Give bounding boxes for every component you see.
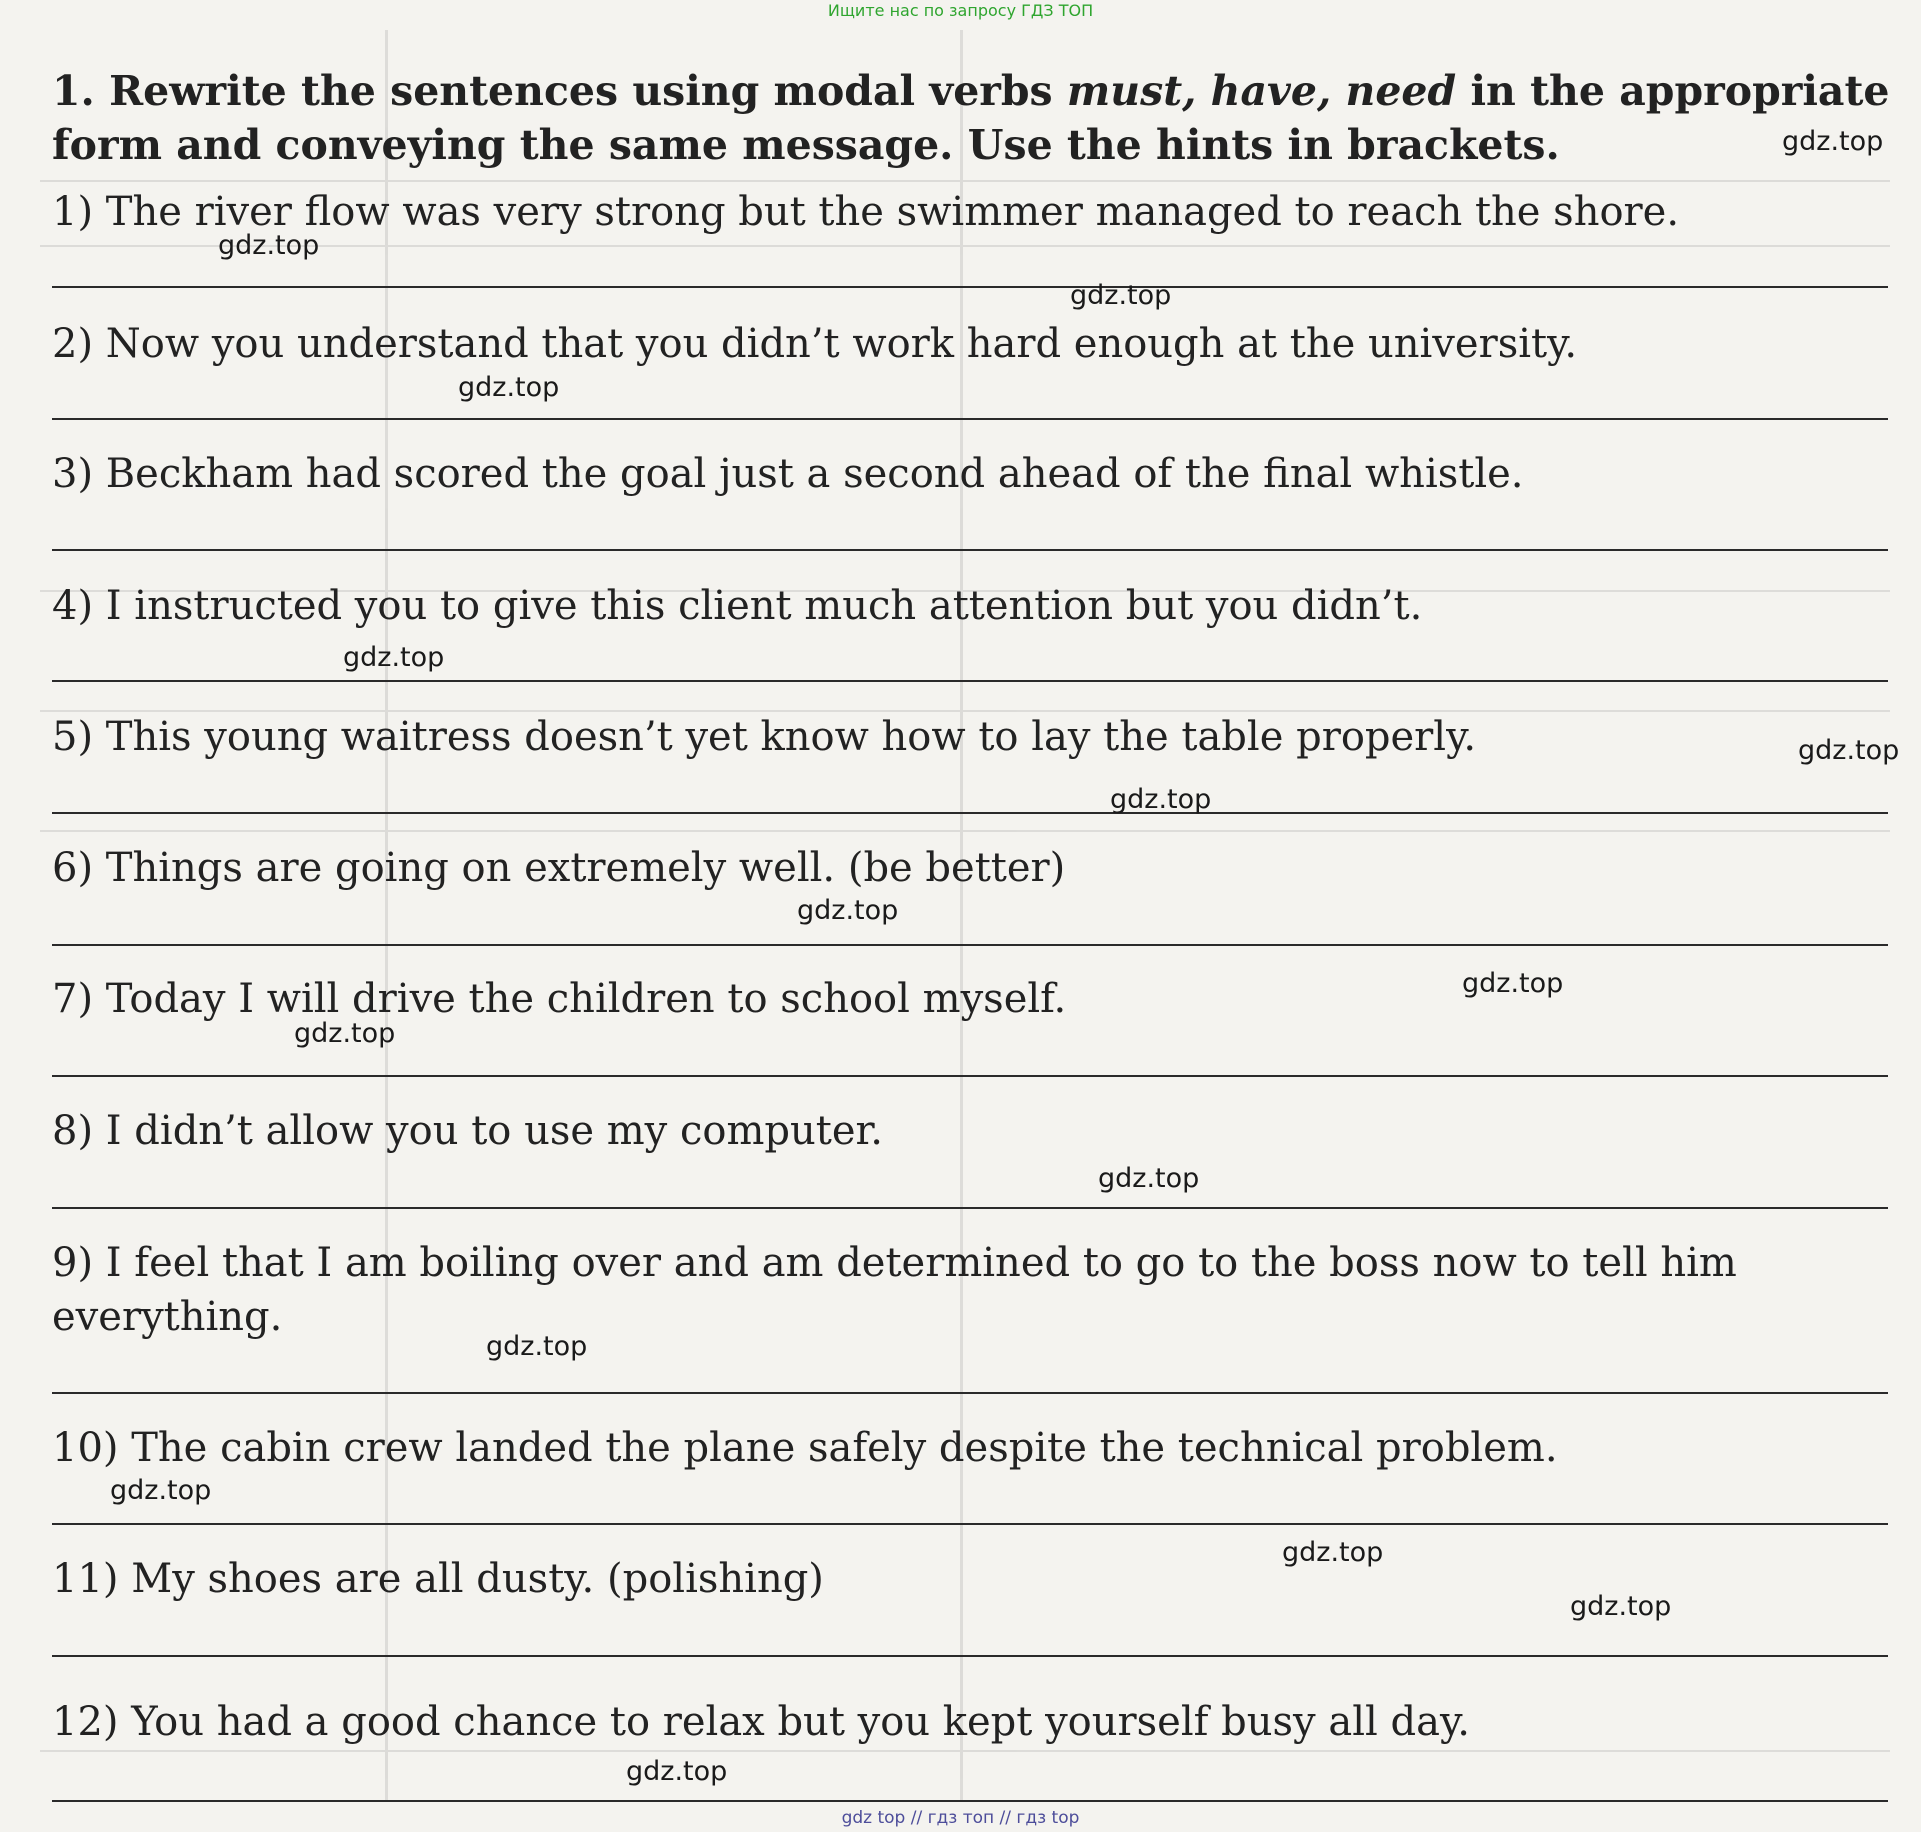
sentence-number: 7) bbox=[52, 976, 94, 1022]
sentence-text: Beckham had scored the goal just a second ahead of the final whistle. bbox=[105, 451, 1524, 497]
watermark: gdz.top bbox=[486, 1331, 588, 1362]
sentence-1 bbox=[52, 185, 1902, 239]
sentence-5 bbox=[52, 710, 1902, 764]
task-title bbox=[52, 64, 1902, 172]
answer-line-11[interactable] bbox=[52, 1655, 1888, 1657]
watermark: gdz.top bbox=[458, 372, 560, 403]
bottom-banner[interactable]: gdz top // гдз топ // гдз top bbox=[841, 1808, 1080, 1828]
sentence-10 bbox=[52, 1421, 1902, 1475]
watermark: gdz.top bbox=[797, 895, 899, 926]
answer-line-1[interactable] bbox=[52, 286, 1888, 288]
sentence-number: 8) bbox=[52, 1108, 94, 1154]
sentence-8 bbox=[52, 1104, 1902, 1158]
answer-line-4[interactable] bbox=[52, 680, 1888, 682]
answer-line-12[interactable] bbox=[52, 1800, 1888, 1802]
watermark: gdz.top bbox=[1070, 280, 1172, 311]
sentence-text: I didn’t allow you to use my computer. bbox=[105, 1108, 883, 1154]
answer-line-10[interactable] bbox=[52, 1523, 1888, 1525]
sentence-text: Now you understand that you didn’t work hard enough at the university. bbox=[105, 321, 1578, 367]
sentence-number: 2) bbox=[52, 321, 94, 367]
sentence-number: 10) bbox=[52, 1425, 119, 1471]
answer-line-6[interactable] bbox=[52, 944, 1888, 946]
sentence-text: The cabin crew landed the plane safely despite the technical problem. bbox=[131, 1425, 1558, 1471]
watermark: gdz.top bbox=[1110, 784, 1212, 815]
sentence-number: 3) bbox=[52, 451, 94, 497]
answer-line-7[interactable] bbox=[52, 1075, 1888, 1077]
sentence-number: 1) bbox=[52, 189, 94, 235]
sentence-text: Things are going on extremely well. (be better) bbox=[105, 845, 1066, 891]
sentence-9 bbox=[52, 1236, 1902, 1344]
sentence-number: 12) bbox=[52, 1699, 119, 1745]
task-number: 1. bbox=[52, 67, 95, 115]
sentence-3 bbox=[52, 447, 1902, 501]
watermark: gdz.top bbox=[110, 1475, 212, 1506]
watermark: gdz.top bbox=[1570, 1591, 1672, 1622]
sentence-number: 5) bbox=[52, 714, 94, 760]
watermark: gdz.top bbox=[626, 1756, 728, 1787]
task-title-part1: Rewrite the sentences using modal verbs bbox=[109, 67, 1053, 115]
sentence-number: 11) bbox=[52, 1556, 119, 1602]
sentence-text: You had a good chance to relax but you kept yourself busy all day. bbox=[131, 1699, 1470, 1745]
answer-line-9[interactable] bbox=[52, 1392, 1888, 1394]
sentence-text: I feel that I am boiling over and am determined to go to the boss now to tell him everything. bbox=[52, 1240, 1737, 1340]
sentence-2 bbox=[52, 317, 1902, 371]
background-show-through bbox=[40, 30, 1890, 1800]
sentence-4 bbox=[52, 579, 1902, 633]
watermark: gdz.top bbox=[218, 230, 320, 261]
answer-line-5[interactable] bbox=[52, 812, 1888, 814]
answer-line-3[interactable] bbox=[52, 549, 1888, 551]
top-banner[interactable]: Ищите нас по запросу ГДЗ ТОП bbox=[827, 1, 1094, 20]
sentence-12 bbox=[52, 1695, 1902, 1749]
task-title-part2: in the appropriate form and conveying the same message. Use the hints in brackets. bbox=[52, 67, 1890, 169]
watermark: gdz.top bbox=[1782, 126, 1884, 157]
sentence-text: I instructed you to give this client much attention but you didn’t. bbox=[105, 583, 1423, 629]
answer-line-2[interactable] bbox=[52, 418, 1888, 420]
sentence-text: The river flow was very strong but the swimmer managed to reach the shore. bbox=[105, 189, 1680, 235]
sentence-text: This young waitress doesn’t yet know how to lay the table properly. bbox=[105, 714, 1477, 760]
watermark: gdz.top bbox=[343, 642, 445, 673]
sentence-text: My shoes are all dusty. (polishing) bbox=[131, 1556, 824, 1602]
sentence-number: 9) bbox=[52, 1240, 94, 1286]
sentence-text: Today I will drive the children to school myself. bbox=[105, 976, 1067, 1022]
watermark: gdz.top bbox=[1282, 1537, 1384, 1568]
sentence-6 bbox=[52, 841, 1902, 895]
sentence-number: 4) bbox=[52, 583, 94, 629]
task-title-modals: must, have, need bbox=[1066, 67, 1457, 115]
watermark: gdz.top bbox=[1462, 968, 1564, 999]
sentence-number: 6) bbox=[52, 845, 94, 891]
watermark: gdz.top bbox=[1798, 735, 1900, 766]
watermark: gdz.top bbox=[1098, 1163, 1200, 1194]
watermark: gdz.top bbox=[294, 1018, 396, 1049]
answer-line-8[interactable] bbox=[52, 1207, 1888, 1209]
